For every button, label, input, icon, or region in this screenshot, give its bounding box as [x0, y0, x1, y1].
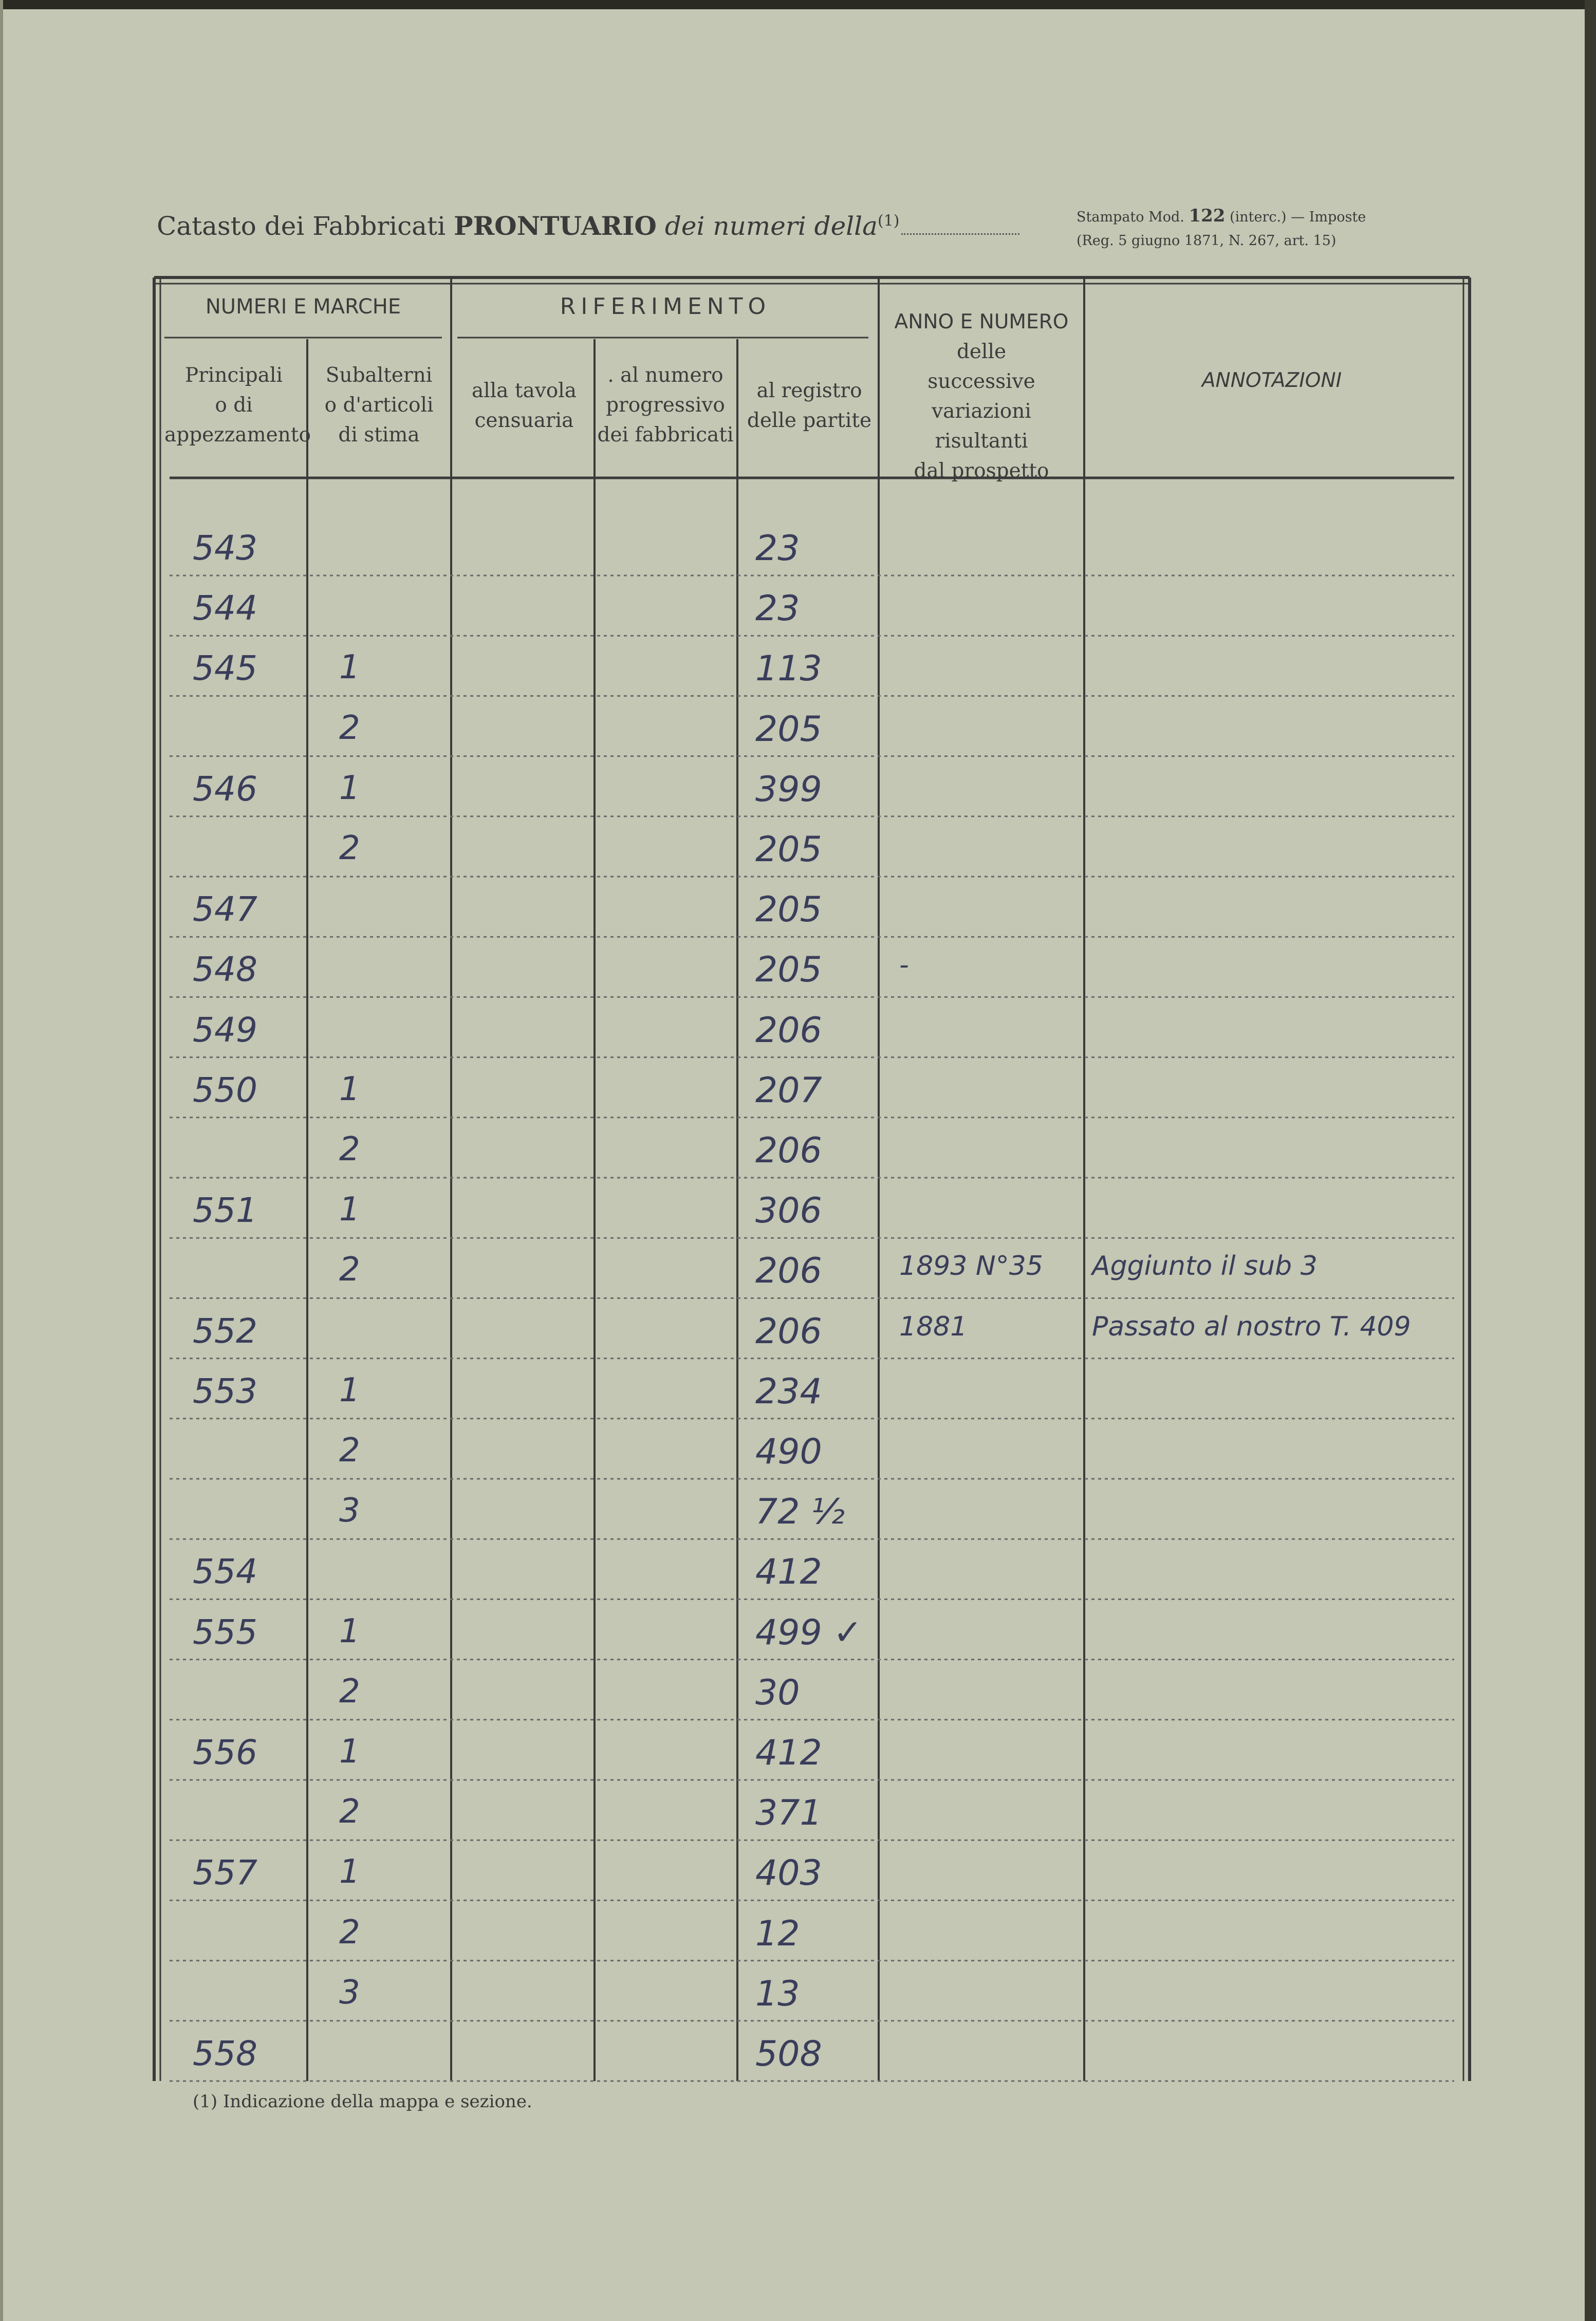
cell-principale: 547 [193, 889, 257, 930]
stamp-line-1 [1077, 204, 1366, 229]
cell-registro: 23 [755, 588, 800, 629]
cell-principale: 549 [193, 1010, 257, 1050]
cell-principale: 550 [193, 1070, 257, 1110]
cell-registro: 412 [755, 1552, 822, 1593]
title-bold: PRONTUARIO [454, 211, 657, 241]
cell-anno: 1881 [899, 1311, 968, 1342]
cell-anno: - [899, 950, 909, 981]
header-annotazioni: ANNOTAZIONI [1201, 369, 1342, 392]
cell-subalterno: 3 [339, 1973, 360, 2012]
header-principali: Principali o di appezzamento [164, 364, 311, 447]
cell-principale: 554 [193, 1552, 257, 1592]
cell-registro: 234 [755, 1371, 822, 1412]
title-footnote-marker: (1) [877, 212, 900, 230]
stamp-line-2: (Reg. 5 giugno 1871, N. 267, art. 15) [1077, 233, 1337, 249]
cell-registro: 205 [755, 950, 822, 991]
cell-principale: 545 [193, 648, 257, 689]
cell-principale: 544 [193, 588, 257, 628]
cell-subalterno: 1 [339, 769, 360, 807]
scan-edge-top [0, 0, 1596, 9]
cell-principale: 552 [193, 1311, 257, 1351]
cell-registro: 30 [755, 1672, 800, 1713]
cell-principale: 543 [193, 528, 257, 568]
print-stamp [1077, 204, 1366, 253]
header-numeri-marche: NUMERI E MARCHE [205, 295, 401, 319]
cell-registro: 412 [755, 1733, 822, 1773]
title-prefix: Catasto dei Fabbricati [157, 211, 446, 241]
cell-principale: 557 [193, 1853, 257, 1893]
cell-principale: 551 [193, 1191, 257, 1231]
cell-registro: 23 [755, 528, 800, 569]
cell-registro: 508 [755, 2034, 822, 2074]
cell-registro: 207 [755, 1070, 822, 1111]
cell-principale: 555 [193, 1612, 257, 1652]
cell-registro: 205 [755, 829, 822, 870]
cell-registro: 206 [755, 1311, 822, 1352]
cell-subalterno: 2 [339, 1251, 360, 1289]
header-riferimento: RIFERIMENTO [560, 293, 771, 320]
cell-subalterno: 2 [339, 1130, 360, 1168]
cell-subalterno: 2 [339, 1672, 360, 1711]
cell-registro: 306 [755, 1191, 822, 1232]
scan-edge-left [0, 0, 3, 2321]
cell-principale: 558 [193, 2034, 257, 2073]
cell-subalterno: 2 [339, 829, 360, 867]
title-blank-line [901, 233, 1019, 235]
cell-anno: 1893 N°35 [899, 1251, 1043, 1282]
header-anno-numero: ANNO E NUMERO delle successive variazioni risultanti dal prospetto [894, 310, 1069, 482]
cell-registro: 206 [755, 1130, 822, 1171]
cell-subalterno: 1 [339, 648, 360, 687]
cell-registro: 205 [755, 709, 822, 750]
cell-registro: 490 [755, 1432, 822, 1472]
cell-subalterno: 3 [339, 1492, 360, 1530]
cell-principale: 556 [193, 1733, 257, 1772]
cell-registro: 399 [755, 769, 822, 810]
page-title [157, 211, 1019, 241]
cell-principale: 546 [193, 769, 257, 809]
cell-registro: 403 [755, 1853, 822, 1894]
cell-registro: 371 [755, 1793, 822, 1834]
header-subalterni: Subalterni o d'articoli di stima [324, 364, 434, 447]
cell-subalterno: 1 [339, 1191, 360, 1229]
stamp-model: 122 [1189, 206, 1226, 226]
cell-annotazione: Aggiunto il sub 3 [1092, 1251, 1317, 1282]
cell-principale: 548 [193, 950, 257, 990]
cell-subalterno: 2 [339, 1913, 360, 1952]
cell-subalterno: 2 [339, 1432, 360, 1470]
cell-annotazione: Passato al nostro T. 409 [1092, 1311, 1411, 1342]
cell-registro: 72 ½ [755, 1492, 845, 1533]
cell-subalterno: 1 [339, 1371, 360, 1409]
cell-registro: 206 [755, 1010, 822, 1051]
cell-subalterno: 1 [339, 1733, 360, 1771]
cell-registro: 206 [755, 1251, 822, 1292]
scan-edge-right [1585, 0, 1596, 2321]
cell-subalterno: 1 [339, 1612, 360, 1650]
cell-principale: 553 [193, 1371, 257, 1411]
stamp-tail: (interc.) — Imposte [1230, 209, 1366, 225]
cell-subalterno: 1 [339, 1070, 360, 1108]
cell-registro: 499 ✓ [755, 1612, 863, 1653]
header-tavola: alla tavola censuaria [471, 379, 577, 432]
title-italic: dei numeri della [664, 211, 878, 241]
cell-subalterno: 2 [339, 709, 360, 747]
footnote: (1) Indicazione della mappa e sezione. [193, 2091, 532, 2112]
cell-registro: 12 [755, 1913, 800, 1954]
stamp-label: Stampato Mod. [1077, 209, 1184, 225]
cell-registro: 113 [755, 648, 822, 690]
cell-registro: 13 [755, 1973, 800, 2014]
cell-subalterno: 1 [339, 1853, 360, 1891]
cell-subalterno: 2 [339, 1793, 360, 1831]
header-numero-progressivo: . al numero progressivo dei fabbricati [597, 364, 734, 447]
header-registro: al registro delle partite [747, 379, 872, 432]
cell-registro: 205 [755, 889, 822, 931]
